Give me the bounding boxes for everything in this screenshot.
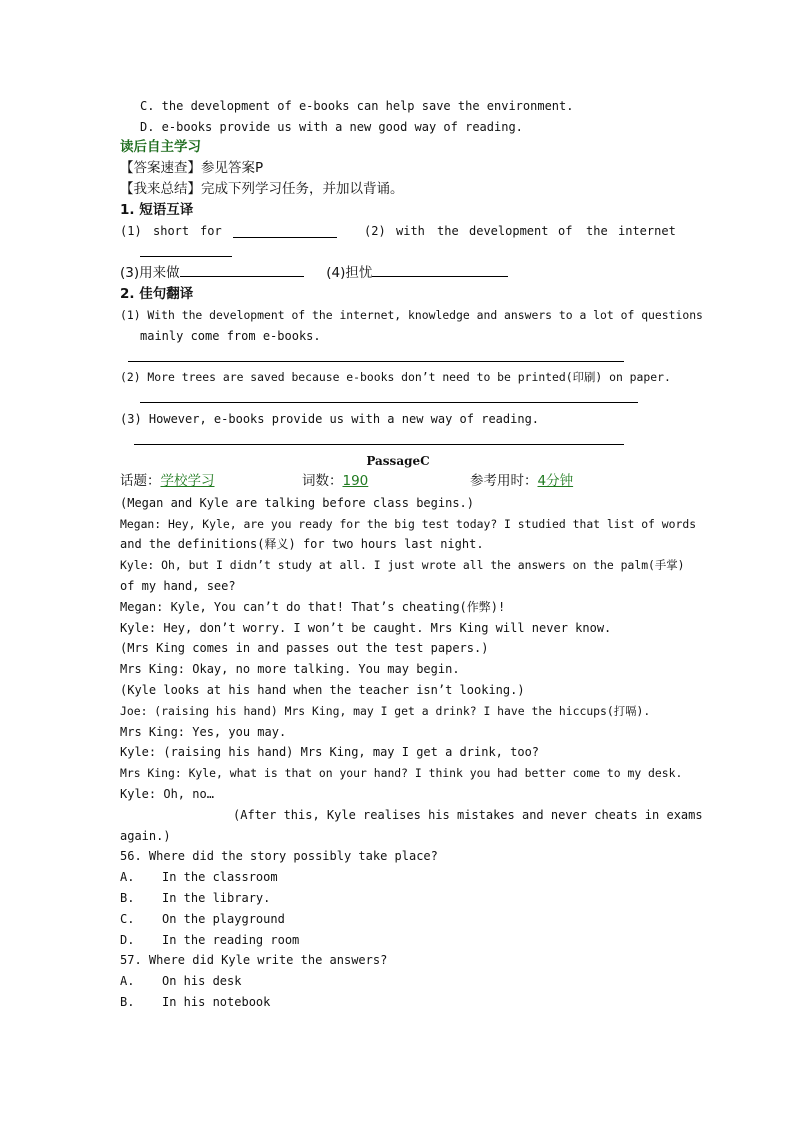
answer-key-line: 【答案速查】参见答案P <box>120 160 264 176</box>
option-text: On his desk <box>162 974 242 988</box>
sentences-heading: 2. 佳句翻译 <box>120 286 194 302</box>
phrase-2-word-2: the <box>437 224 459 238</box>
phrase-1-num: (1) <box>120 224 142 238</box>
summary-line: 【我来总结】完成下列学习任务，并加以背诵。 <box>120 181 404 197</box>
passage-line: Mrs King: Okay, no more talking. You may begin. <box>120 662 460 676</box>
passage-line: (Megan and Kyle are talking before class begins.) <box>120 496 475 510</box>
passage-line: Megan: Kyle, You can’t do that! That’s cheating(作弊)! <box>120 600 506 614</box>
option-text: In the reading room <box>162 933 300 947</box>
passage-line: Megan: Hey, Kyle, are you ready for the big test today? I studied that list of words <box>120 517 697 531</box>
option-letter: C. <box>120 912 135 926</box>
sentence-1-answer-line[interactable] <box>128 361 624 362</box>
question-56-option-a[interactable] <box>120 867 278 887</box>
phrase-2-num: (2) <box>364 224 386 238</box>
passage-line: Mrs King: Yes, you may. <box>120 725 287 739</box>
question-56-option-c[interactable] <box>120 909 285 929</box>
passage-line: and the definitions(释义) for two hours last night. <box>120 537 484 551</box>
option-text: In his notebook <box>162 995 271 1009</box>
phrase-2-word-5: the <box>586 224 608 238</box>
passage-line: again.) <box>120 829 171 843</box>
sentence-2-answer-line[interactable] <box>140 402 638 403</box>
question-56-stem: 56. Where did the story possibly take place? <box>120 849 438 863</box>
word-count-label: 词数： <box>302 473 343 489</box>
phrase-1-word-2: for <box>200 224 222 238</box>
passage-line: (After this, Kyle realises his mistakes and never cheats in exams <box>233 808 703 822</box>
option-letter: A. <box>120 974 135 988</box>
sentence-3: (3) However, e-books provide us with a new way of reading. <box>120 412 540 426</box>
question-56-option-d[interactable] <box>120 930 300 950</box>
passage-line: (Mrs King comes in and passes out the test papers.) <box>120 641 489 655</box>
phrases-heading: 1. 短语互译 <box>120 202 194 218</box>
option-letter: B. <box>120 891 135 905</box>
sentence-2: (2) More trees are saved because e-books don’t need to be printed(印刷) on paper. <box>120 370 671 384</box>
phrase-2-word-4: of <box>558 224 573 238</box>
phrase-4-label: (4)担忧 <box>326 265 373 281</box>
phrase-1-answer-blank[interactable] <box>233 224 337 238</box>
question-57-option-a[interactable] <box>120 971 242 991</box>
time-label: 参考用时： <box>470 473 538 489</box>
phrase-1-word-1: short <box>153 224 190 238</box>
question-57-option-b[interactable] <box>120 992 271 1012</box>
question-56-option-b[interactable] <box>120 888 271 908</box>
passage-line: (Kyle looks at his hand when the teacher isn’t looking.) <box>120 683 525 697</box>
passage-line: of my hand, see? <box>120 579 236 593</box>
self-study-title: 读后自主学习 <box>120 139 201 155</box>
question-57-stem: 57. Where did Kyle write the answers? <box>120 953 388 967</box>
sentence-1-line-2: mainly come from e-books. <box>140 329 321 343</box>
option-text: On the playground <box>162 912 285 926</box>
sentence-3-answer-line[interactable] <box>134 444 624 445</box>
phrase-3-answer-blank[interactable] <box>180 263 304 277</box>
passage-line: Kyle: Hey, don’t worry. I won’t be caught. Mrs King will never know. <box>120 621 612 635</box>
option-c-prev: C. the development of e-books can help save the environment. <box>140 99 574 113</box>
option-letter: A. <box>120 870 135 884</box>
passage-line: Mrs King: Kyle, what is that on your hand? I think you had better come to my desk. <box>120 766 683 780</box>
passage-line: Kyle: (raising his hand) Mrs King, may I get a drink, too? <box>120 745 540 759</box>
option-d-prev: D. e-books provide us with a new good way of reading. <box>140 120 523 134</box>
phrase-3-label: (3)用来做 <box>120 265 180 281</box>
phrase-2-answer-blank[interactable] <box>140 256 232 257</box>
passage-title: PassageC <box>366 454 430 468</box>
passage-line: Kyle: Oh, no… <box>120 787 214 801</box>
passage-line: Joe: (raising his hand) Mrs King, may I get a drink? I have the hiccups(打嗝). <box>120 704 651 718</box>
phrase-2-word-1: with <box>396 224 425 238</box>
sentence-1-line-1: (1) With the development of the internet, knowledge and answers to a lot of questions <box>120 308 703 322</box>
passage-line: Kyle: Oh, but I didn’t study at all. I just wrote all the answers on the palm(手掌) <box>120 558 685 572</box>
topic-label: 话题： <box>120 473 161 489</box>
option-text: In the library. <box>162 891 271 905</box>
topic-value: 学校学习 <box>160 473 215 489</box>
option-letter: D. <box>120 933 135 947</box>
option-letter: B. <box>120 995 135 1009</box>
phrase-2-word-3: development <box>469 224 549 238</box>
phrase-4-answer-blank[interactable] <box>372 263 508 277</box>
option-text: In the classroom <box>162 870 278 884</box>
phrase-2-word-6: internet <box>618 224 676 238</box>
time-value: 4分钟 <box>537 473 574 489</box>
phrase-row-3-4 <box>120 263 508 283</box>
word-count-value: 190 <box>342 473 369 489</box>
